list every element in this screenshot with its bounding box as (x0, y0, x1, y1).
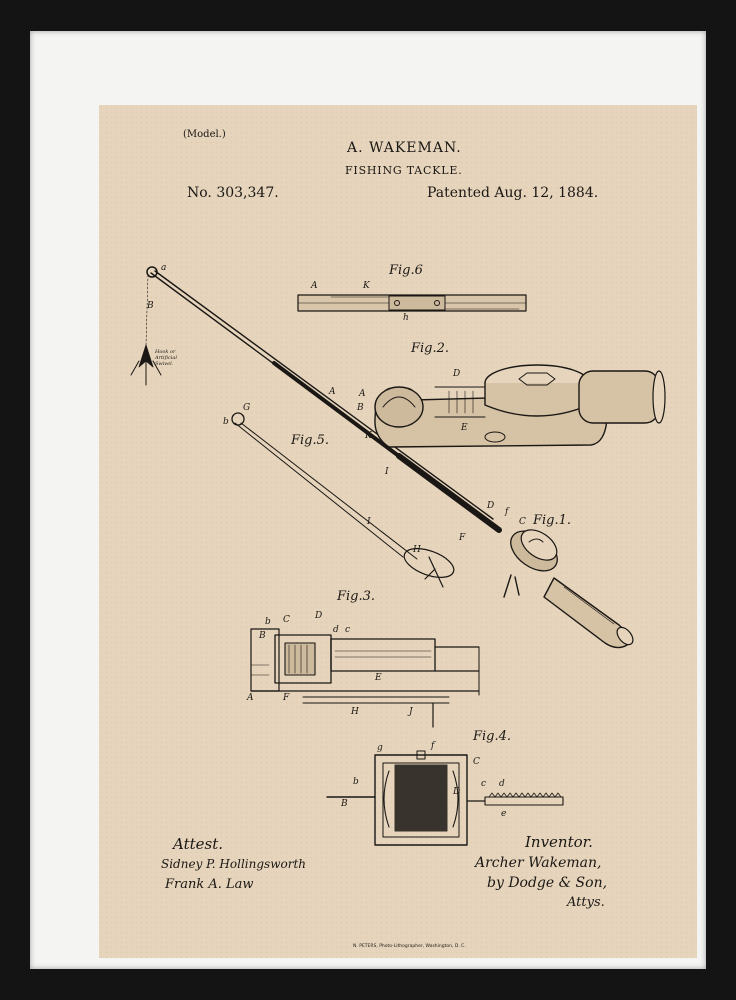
ref-fig1-A: A (329, 387, 336, 397)
fig2-drawing (375, 365, 665, 447)
ref-fig6-A: A (311, 281, 318, 291)
ref-fig5-G: G (243, 403, 251, 413)
ref-fig4-B: B (341, 799, 348, 809)
attest-heading: Attest. (173, 835, 223, 853)
ref-fig3-H: H (351, 707, 359, 717)
ref-fig4-d: d (499, 779, 505, 789)
ref-fig3-A: A (247, 693, 254, 703)
attorney-abbr: Attys. (567, 895, 605, 910)
fig6-drawing (298, 295, 526, 311)
ref-fig1-f: f (505, 507, 509, 517)
ref-fig1-K: K (365, 431, 372, 441)
ref-fig4-D: D (453, 787, 461, 797)
ref-fig4-C: C (473, 757, 480, 767)
ref-fig3-B: B (259, 631, 266, 641)
inventor-name: A. WAKEMAN. (347, 140, 462, 156)
ref-fig3-F: F (283, 693, 290, 703)
inventor-signature: Archer Wakeman, (475, 855, 602, 871)
ref-a: a (161, 263, 167, 273)
ref-fig1-F: F (459, 533, 466, 543)
ref-B: B (147, 301, 154, 311)
patent-date: Patented Aug. 12, 1884. (427, 185, 599, 201)
ref-fig3-E: E (375, 673, 382, 683)
fig1-rod-drawing (131, 267, 636, 648)
witness-signature-1: Sidney P. Hollingsworth (161, 857, 306, 871)
lure-note: Hook or Artificial Swivel. (155, 349, 177, 367)
ref-fig2-D: D (453, 369, 461, 379)
ref-fig4-f: f (431, 741, 435, 751)
ref-fig3-C: C (283, 615, 290, 625)
ref-fig1-C: C (519, 517, 526, 527)
ref-fig2-E: E (461, 423, 468, 433)
fig1-caption: Fig.1. (533, 513, 572, 528)
ref-fig3-J: J (409, 707, 413, 717)
ref-fig4-c: c (481, 779, 487, 789)
fig4-caption: Fig.4. (473, 729, 512, 744)
ref-fig5-I: I (367, 517, 371, 527)
mat-board (30, 31, 706, 969)
model-label: (Model.) (183, 129, 226, 140)
ref-fig6-h: h (403, 313, 409, 323)
ref-fig3-c: c (345, 625, 351, 635)
patent-title: FISHING TACKLE. (345, 164, 463, 177)
fig3-caption: Fig.3. (337, 589, 376, 604)
fig5-caption: Fig.5. (291, 433, 330, 448)
ref-fig2-B: B (357, 403, 364, 413)
ref-fig3-d: d (333, 625, 339, 635)
inventor-heading: Inventor. (525, 833, 593, 851)
ref-fig4-b: b (353, 777, 359, 787)
ref-fig5-b: b (223, 417, 229, 427)
fig4-drawing (327, 751, 563, 845)
ref-fig5-H: H (413, 545, 421, 555)
patent-drawings (99, 105, 697, 958)
attorney-signature: by Dodge & Son, (487, 875, 608, 891)
printer-credit: N. PETERS, Photo-Lithographer, Washington, D. C. (353, 944, 466, 949)
ref-fig1-D: D (487, 501, 495, 511)
fig6-caption: Fig.6 (389, 263, 423, 278)
fig3-drawing (251, 629, 479, 727)
patent-sheet (99, 105, 697, 958)
ref-fig4-g: g (377, 743, 383, 753)
ref-fig4-e: e (501, 809, 507, 819)
ref-fig3-D: D (315, 611, 323, 621)
patent-number: No. 303,347. (187, 185, 279, 201)
fig2-caption: Fig.2. (411, 341, 450, 356)
ref-fig2-A: A (359, 389, 366, 399)
ref-fig3-b: b (265, 617, 271, 627)
witness-signature-2: Frank A. Law (165, 877, 254, 892)
ref-fig6-K: K (363, 281, 370, 291)
ref-fig1-I: I (385, 467, 389, 477)
